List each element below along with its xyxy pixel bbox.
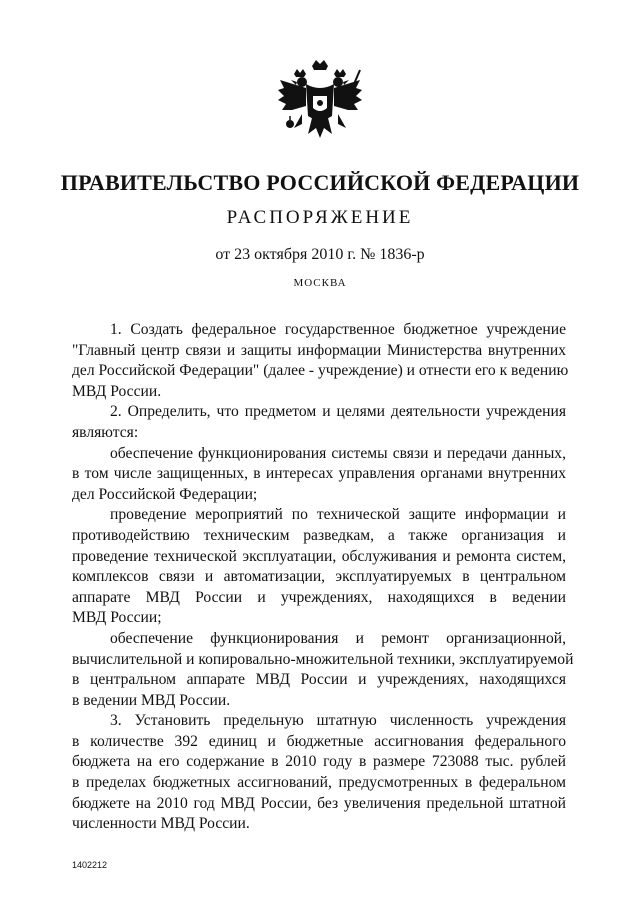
body-line: 2. Определить, что предметом и целями деятельности учреждения [110, 403, 566, 421]
body-line: 3. Установить предельную штатную численность учреждения [110, 712, 566, 730]
body-line: МВД России. [72, 382, 162, 400]
document-type: РАСПОРЯЖЕНИЕ [226, 207, 414, 228]
body-line: бюджете на 2010 год МВД России, без увеличения предельной штатной [72, 794, 566, 812]
body-line: в том числе защищенных, в интересах управления органами внутренних [72, 465, 566, 483]
body-line: "Главный центр связи и защиты информации Министерства внутренних [72, 341, 566, 359]
body-line: МВД России; [72, 609, 162, 627]
body-line: являются: [72, 423, 139, 441]
body-line: противодействию техническим разведкам, а также организация и [72, 526, 566, 544]
body-line: обеспечение функционирования системы связи и передачи данных, [110, 444, 566, 462]
body-line: вычислительной и копировально-множительной техники, эксплуатируемой [72, 650, 574, 668]
body-line: дел Российской Федерации" (далее - учреждение) и отнести его к ведению [72, 362, 569, 380]
document-body [72, 320, 574, 835]
body-line: бюджета на его содержание в 2010 году в размере 723088 тыс. рублей [72, 753, 566, 771]
body-line: проведение технической эксплуатации, обслуживания и ремонта систем, [72, 547, 566, 565]
body-line: аппарате МВД России и учреждениях, находящихся в ведении [72, 588, 566, 606]
body-line: в пределах бюджетных ассигнований, предусмотренных в федеральном [72, 774, 566, 792]
body-line: численности МВД России. [72, 815, 250, 833]
body-line: проведение мероприятий по технической защите информации и [110, 506, 566, 524]
body-line: в ведении МВД России. [72, 691, 231, 709]
footer-code: 1402212 [72, 860, 108, 870]
body-line: в центральном аппарате МВД России и учреждениях, находящихся [72, 671, 566, 689]
body-line: в количестве 392 единиц и бюджетные ассигнования федерального [72, 732, 566, 750]
document-city: МОСКВА [293, 277, 347, 289]
body-line: комплексов связи и автоматизации, эксплуатируемых в центральном [72, 568, 566, 586]
body-line: 1. Создать федеральное государственное бюджетное учреждение [110, 321, 566, 338]
document-date: от 23 октября 2010 г. № 1836-р [215, 246, 425, 263]
document-title: ПРАВИТЕЛЬСТВО РОССИЙСКОЙ ФЕДЕРАЦИИ [60, 170, 580, 195]
russian-coat-of-arms-icon [272, 58, 368, 154]
body-line: дел Российской Федерации; [72, 485, 258, 503]
body-line: обеспечение функционирования и ремонт организационной, [110, 629, 566, 647]
